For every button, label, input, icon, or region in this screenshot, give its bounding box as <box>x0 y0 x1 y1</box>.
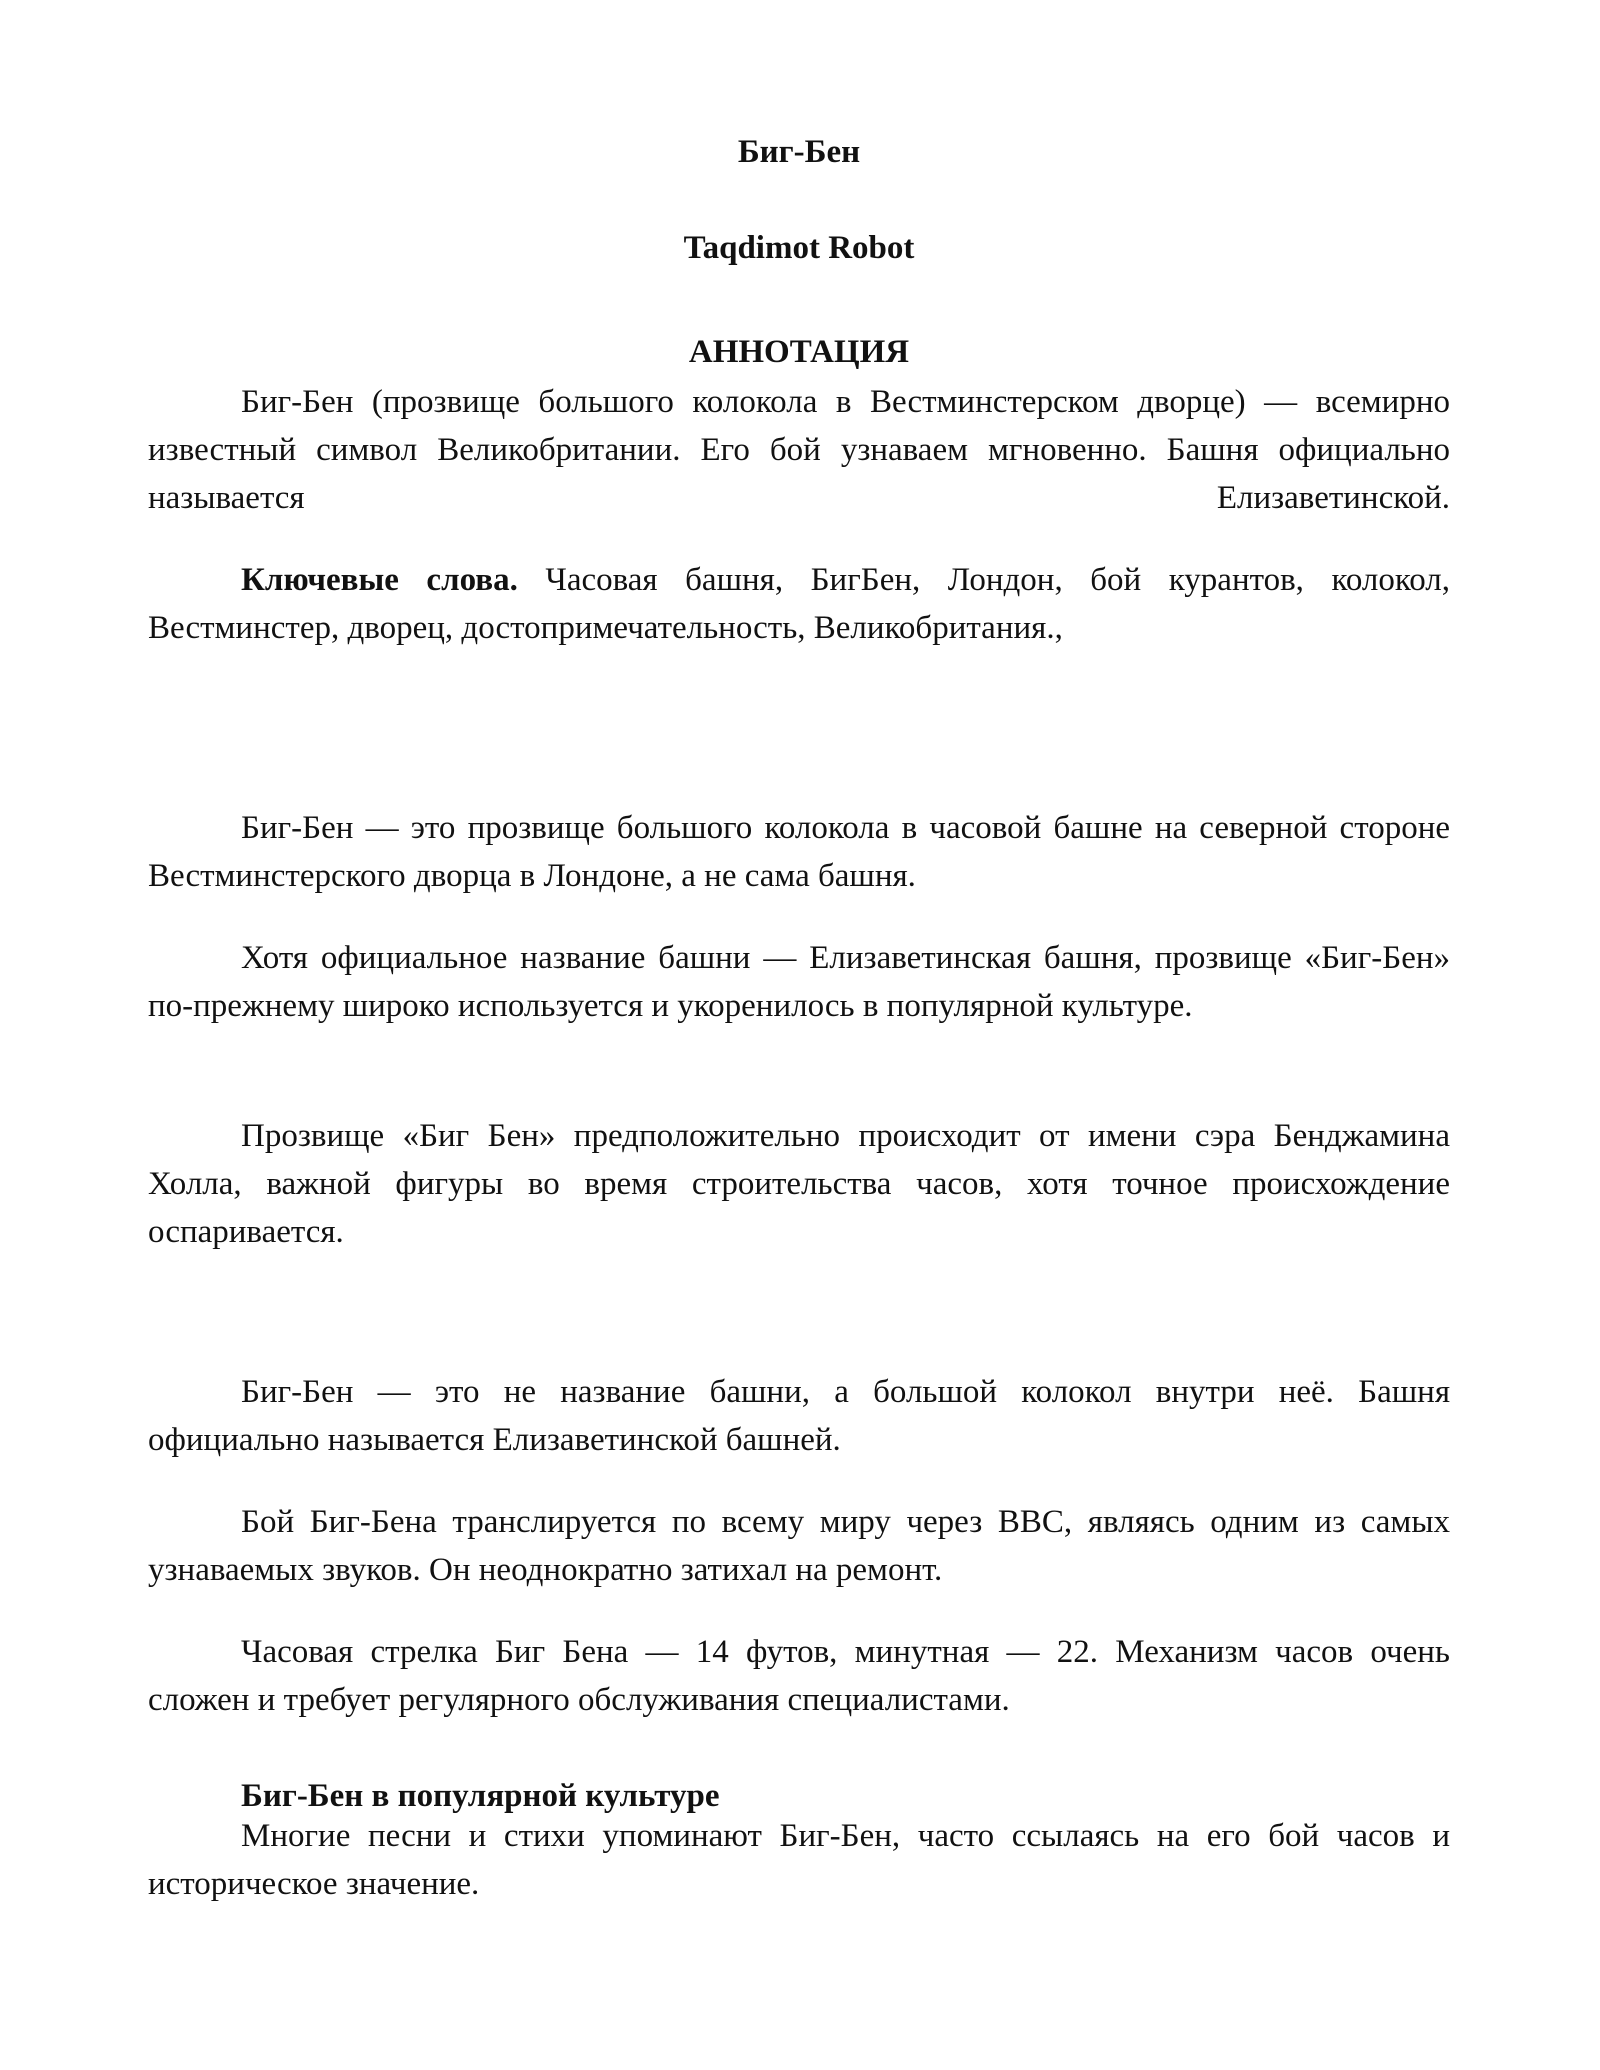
body-paragraph-5: Бой Биг-Бена транслируется по всему миру через BBC, являясь одним из самых узнаваемых звуков. Он неоднократно затихал на ремонт. <box>148 1504 1450 1588</box>
body-paragraph-3: Прозвище «Биг Бен» предположительно происходит от имени сэра Бенджамина Холла, важной фигуры во время строительства часов, хотя точное происхождение оспаривается. <box>148 1118 1450 1250</box>
abstract-heading: АННОТАЦИЯ <box>688 334 910 370</box>
document-page <box>148 0 1450 2070</box>
keywords-text: Часовая башня, БигБен, Лондон, бой курантов, колокол, Вестминстер, дворец, достопримечательность, Великобритания., <box>148 562 1450 646</box>
document-author: Taqdimot Robot <box>683 230 915 266</box>
body-paragraph-1: Биг-Бен — это прозвище большого колокола в часовой башне на северной стороне Вестминстерского дворца в Лондоне, а не сама башня. <box>148 810 1450 894</box>
abstract-text: Биг-Бен (прозвище большого колокола в Вестминстерском дворце) — всемирно известный символ Великобритании. Его бой узнаваем мгновенно. Башня официально называется Елизаветинской. <box>148 384 1450 516</box>
document-title: Биг-Бен <box>737 134 861 170</box>
body-paragraph-4: Биг-Бен — это не название башни, а большой колокол внутри неё. Башня официально называется Елизаветинской башней. <box>148 1374 1450 1458</box>
body-paragraph-6: Часовая стрелка Биг Бена — 14 футов, минутная — 22. Механизм часов очень сложен и требует регулярного обслуживания специалистами. <box>148 1634 1450 1718</box>
keywords-label: Ключевые слова. <box>241 562 518 598</box>
section-heading: Биг-Бен в популярной культуре <box>241 1778 720 1814</box>
keywords-paragraph <box>148 556 1450 652</box>
section-paragraph: Многие песни и стихи упоминают Биг-Бен, часто ссылаясь на его бой часов и историческое значение. <box>148 1818 1450 1902</box>
body-paragraph-2: Хотя официальное название башни — Елизаветинская башня, прозвище «Биг-Бен» по-прежнему широко используется и укоренилось в популярной культуре. <box>148 940 1450 1024</box>
